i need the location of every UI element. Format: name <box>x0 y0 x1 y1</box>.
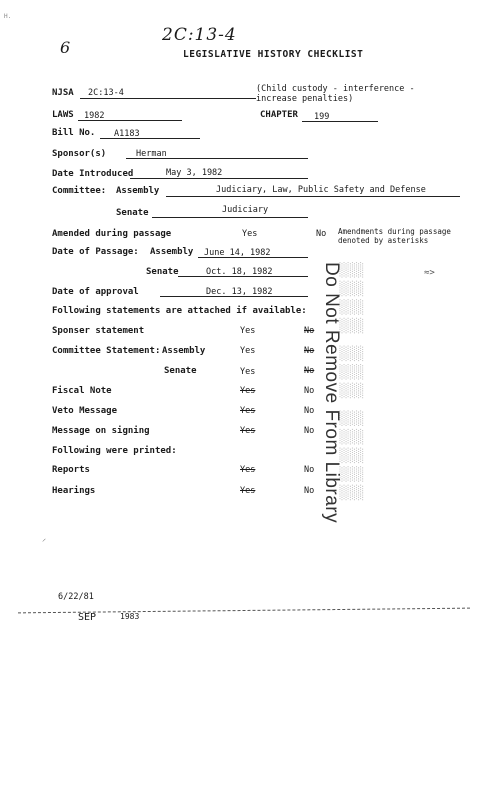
committee-statement-label: Committee Statement: <box>52 346 161 356</box>
bill-no-label: Bill No. <box>52 128 96 138</box>
sponsor-statement-no: No <box>304 326 315 336</box>
date-of-approval-rule <box>160 296 308 297</box>
committee-label: Committee: <box>52 186 107 196</box>
date-introduced-rule <box>130 178 308 179</box>
njsa-description: (Child custody - interference - increase penalties) <box>256 84 415 104</box>
following-available-heading: Following statements are attached if available: <box>52 306 307 316</box>
fiscal-note-yes: Yes <box>240 386 256 396</box>
date-of-approval-label: Date of approval <box>52 287 139 297</box>
laws-value: 1982 <box>84 111 105 121</box>
committee-statement-senate-yes: Yes <box>240 367 256 377</box>
committee-assembly-rule <box>166 196 460 197</box>
njsa-value: 2C:13-4 <box>88 88 124 98</box>
veto-message-label: Veto Message <box>52 406 118 416</box>
message-on-signing-yes: Yes <box>240 426 256 436</box>
received-stamp-year: 1983 <box>120 612 140 621</box>
njsa-rule <box>80 98 256 99</box>
committee-statement-assembly-no: No <box>304 346 315 356</box>
date-of-approval-value: Dec. 13, 1982 <box>206 287 273 297</box>
committee-senate-label: Senate <box>116 208 149 218</box>
date-introduced-value: May 3, 1982 <box>166 168 223 178</box>
passage-assembly-label: Assembly <box>150 247 194 257</box>
library-stamp-shadow: ▒▒▒▒ ▒▒▒ ▒▒▒▒▒ <box>340 262 365 504</box>
sponsor-value: Herman <box>136 149 167 159</box>
chapter-rule <box>302 121 378 122</box>
amended-no: No <box>316 229 327 239</box>
hearings-no: No <box>304 486 315 496</box>
fiscal-note-no: No <box>304 386 315 396</box>
committee-statement-senate-label: Senate <box>164 366 197 376</box>
handwritten-number: 6 <box>60 38 71 57</box>
sponsor-statement-yes: Yes <box>240 326 256 336</box>
hearings-label: Hearings <box>52 486 96 496</box>
reports-label: Reports <box>52 465 90 475</box>
laws-label: LAWS <box>52 110 74 120</box>
stamp-mark: ≈> <box>424 268 435 278</box>
fiscal-note-label: Fiscal Note <box>52 386 112 396</box>
passage-assembly-rule <box>198 257 308 258</box>
date-introduced-label: Date Introduced <box>52 169 134 179</box>
chapter-value: 199 <box>314 112 330 122</box>
page-title: LEGISLATIVE HISTORY CHECKLIST <box>183 49 364 60</box>
following-printed-heading: Following were printed: <box>52 446 177 456</box>
passage-senate-rule <box>178 276 308 277</box>
committee-senate-value: Judiciary <box>222 205 269 215</box>
bill-no-value: A1183 <box>114 129 140 139</box>
stray-mark: ⸝ <box>42 534 46 543</box>
corner-mark: H. <box>4 13 12 20</box>
passage-senate-label: Senate <box>146 267 179 277</box>
bill-no-rule <box>100 138 200 139</box>
message-on-signing-no: No <box>304 426 315 436</box>
reports-no: No <box>304 465 315 475</box>
amended-note: Amendments during passage denoted by asterisks <box>338 227 451 245</box>
njsa-label: NJSA <box>52 88 74 98</box>
committee-senate-rule <box>152 217 308 218</box>
laws-rule <box>78 120 182 121</box>
received-stamp-month: SEP <box>78 612 97 623</box>
handwritten-heading: 2C:13-4 <box>162 25 237 45</box>
sponsor-statement-label: Sponser statement <box>52 326 145 336</box>
reports-yes: Yes <box>240 465 256 475</box>
hearings-yes: Yes <box>240 486 256 496</box>
veto-message-no: No <box>304 406 315 416</box>
form-date: 6/22/81 <box>58 592 94 602</box>
amended-label: Amended during passage <box>52 229 172 239</box>
passage-senate-value: Oct. 18, 1982 <box>206 267 273 277</box>
date-of-passage-label: Date of Passage: <box>52 247 139 257</box>
sponsor-rule <box>126 158 308 159</box>
amended-yes: Yes <box>242 229 258 239</box>
committee-statement-assembly-yes: Yes <box>240 346 256 356</box>
chapter-label: CHAPTER <box>260 110 298 120</box>
message-on-signing-label: Message on signing <box>52 426 150 436</box>
committee-assembly-value: Judiciary, Law, Public Safety and Defense <box>216 185 426 195</box>
sponsor-label: Sponsor(s) <box>52 149 107 159</box>
committee-statement-assembly-label: Assembly <box>162 346 206 356</box>
passage-assembly-value: June 14, 1982 <box>204 248 271 258</box>
committee-assembly-label: Assembly <box>116 186 160 196</box>
veto-message-yes: Yes <box>240 406 256 416</box>
committee-statement-senate-no: No <box>304 366 315 376</box>
library-stamp: Do Not Remove From Library <box>321 262 342 524</box>
